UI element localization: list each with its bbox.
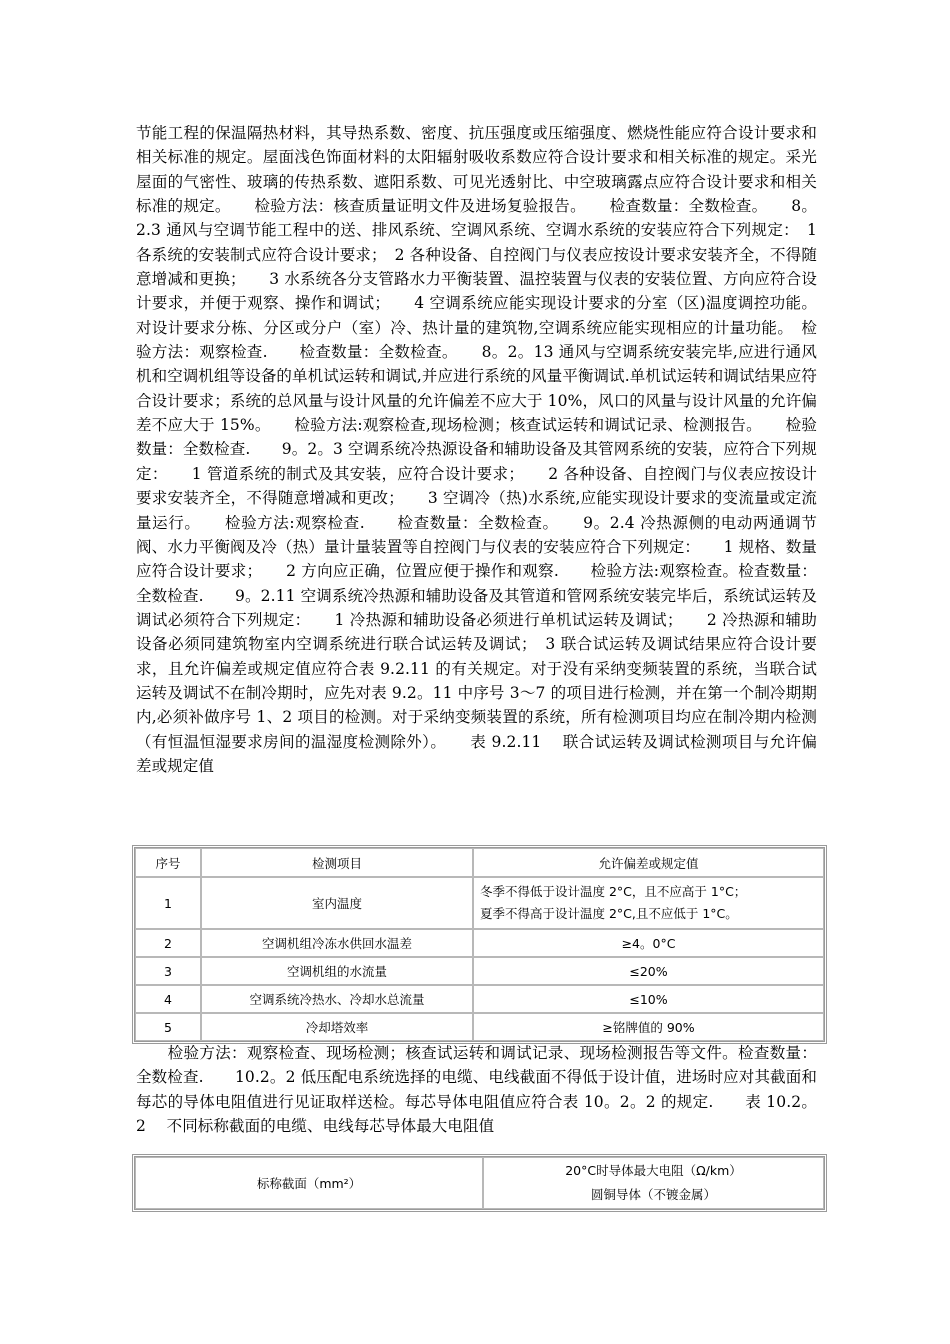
table-row <box>135 985 824 1013</box>
row-item: 冷却塔效率 <box>201 1013 473 1041</box>
table-row <box>135 929 824 957</box>
row-no: 1 <box>135 877 201 929</box>
table-9-2-11 <box>132 845 827 1044</box>
row-no: 5 <box>135 1013 201 1041</box>
row-value: ≤20% <box>473 957 824 985</box>
row-no: 2 <box>135 929 201 957</box>
header-nominal-section: 标称截面（mm²） <box>135 1157 483 1209</box>
table-row <box>135 877 824 929</box>
row-value <box>473 877 824 929</box>
row-item: 空调机组的水流量 <box>201 957 473 985</box>
row-value: ≤10% <box>473 985 824 1013</box>
row-item: 空调系统冷热水、冷却水总流量 <box>201 985 473 1013</box>
body-paragraph-1: 节能工程的保温隔热材料，其导热系数、密度、抗压强度或压缩强度、燃烧性能应符合设计要求和相关标准的规定。屋面浅色饰面材料的太阳辐射吸收系数应符合设计要求和相关标准的规定。采光屋面的气密性、玻璃的传热系数、遮阳系数、可见光透射比、中空玻璃露点应符合设计要求和相关标准的规定。 检验方法：核查质量证明文件及进场复验报告。 检查数量：全数检查。 8。2.3 通风与空调节能工程中的送、排风系统、空调风系统、空调水系统的安装应符合下列规定： 1 各系统的安装制式应符合设计要求； 2 各种设备、自控阀门与仪表应按设计要求安装齐全，不得随意增减和更换； 3 水系统各分支管路水力平衡装置、温控装置与仪表的安装位置、方向应符合设计要求，并便于观察、操作和调试； 4 空调系统应能实现设计要求的分室（区)温度调控功能。对设计要求分栋、分区或分户（室）冷、热计量的建筑物,空调系统应能实现相应的计量功能。 检验方法：观察检查. 检查数量：全数检查。 8。2。13 通风与空调系统安装完毕,应进行通风机和空调机组等设备的单机试运转和调试,并应进行系统的风量平衡调试.单机试运转和调试结果应符合设计要求；系统的总风量与设计风量的允许偏差不应大于 10%，风口的风量与设计风量的允许偏差不应大于 15%。 检验方法:观察检查,现场检测；核查试运转和调试记录、检测报告。 检验数量：全数检查. 9。2。3 空调系统冷热源设备和辅助设备及其管网系统的安装，应符合下列规定： 1 管道系统的制式及其安装，应符合设计要求； 2 各种设备、自控阀门与仪表应按设计要求安装齐全，不得随意增减和更改； 3 空调冷（热)水系统,应能实现设计要求的变流量或定流量运行。 检验方法:观察检查. 检查数量：全数检查。 9。2.4 冷热源侧的电动两通调节阀、水力平衡阀及冷（热）量计量装置等自控阀门与仪表的安装应符合下列规定： 1 规格、数量应符合设计要求； 2 方向应正确，位置应便于操作和观察. 检验方法:观察检查。检查数量：全数检查. 9。2.11 空调系统冷热源和辅助设备及其管道和管网系统安装完毕后，系统试运转及调试必须符合下列规定： 1 冷热源和辅助设备必须进行单机试运转及调试； 2 冷热源和辅助设备必须同建筑物室内空调系统进行联合试运转及调试； 3 联合试运转及调试结果应符合设计要求，且允许偏差或规定值应符合表 9.2.11 的有关规定。对于没有采纳变频装置的系统，当联合试运转及调试不在制冷期时，应先对表 9.2。11 中序号 3～7 的项目进行检测，并在第一个制冷期期内,必须补做序号 1、2 项目的检测。对于采纳变频装置的系统，所有检测项目均应在制冷期内检测（有恒温恒湿要求房间的温湿度检测除外）。 表 9.2.11 联合试运转及调试检测项目与允许偏差或规定值 <box>136 124 817 775</box>
row-value: ≥4。0°C <box>473 929 824 957</box>
header-max-resistance-line-1: 20°C时导体最大电阻（Ω/km） <box>565 1163 742 1178</box>
row-no: 3 <box>135 957 201 985</box>
table-header-row <box>135 848 824 877</box>
table-header-row <box>135 1157 824 1209</box>
header-max-resistance <box>483 1157 824 1209</box>
header-item: 检测项目 <box>201 848 473 877</box>
row-value: ≥铭牌值的 90% <box>473 1013 824 1041</box>
header-value: 允许偏差或规定值 <box>473 848 824 877</box>
table-row <box>135 1013 824 1041</box>
header-no: 序号 <box>135 848 201 877</box>
row-item: 室内温度 <box>201 877 473 929</box>
header-max-resistance-line-2: 圆铜导体（不镀金属） <box>590 1187 716 1202</box>
row-value-line-1: 冬季不得低于设计温度 2°C，且不应高于 1°C； <box>480 884 747 899</box>
row-item: 空调机组冷冻水供回水温差 <box>201 929 473 957</box>
table-row <box>135 957 824 985</box>
body-paragraph-2: 检验方法：观察检查、现场检测；核查试运转和调试记录、现场检测报告等文件。检查数量：全数检查. 10.2。2 低压配电系统选择的电缆、电线截面不得低于设计值，进场时应对其截面和每芯的导体电阻值进行见证取样送检。每芯导体电阻值应符合表 10。2。2 的规定. 表 10.2。2 不同标称截面的电缆、电线每芯导体最大电阻值 <box>136 1044 817 1136</box>
row-value-line-2: 夏季不得高于设计温度 2°C,且不应低于 1°C。 <box>480 906 738 921</box>
row-no: 4 <box>135 985 201 1013</box>
table-10-2-2 <box>132 1154 827 1212</box>
